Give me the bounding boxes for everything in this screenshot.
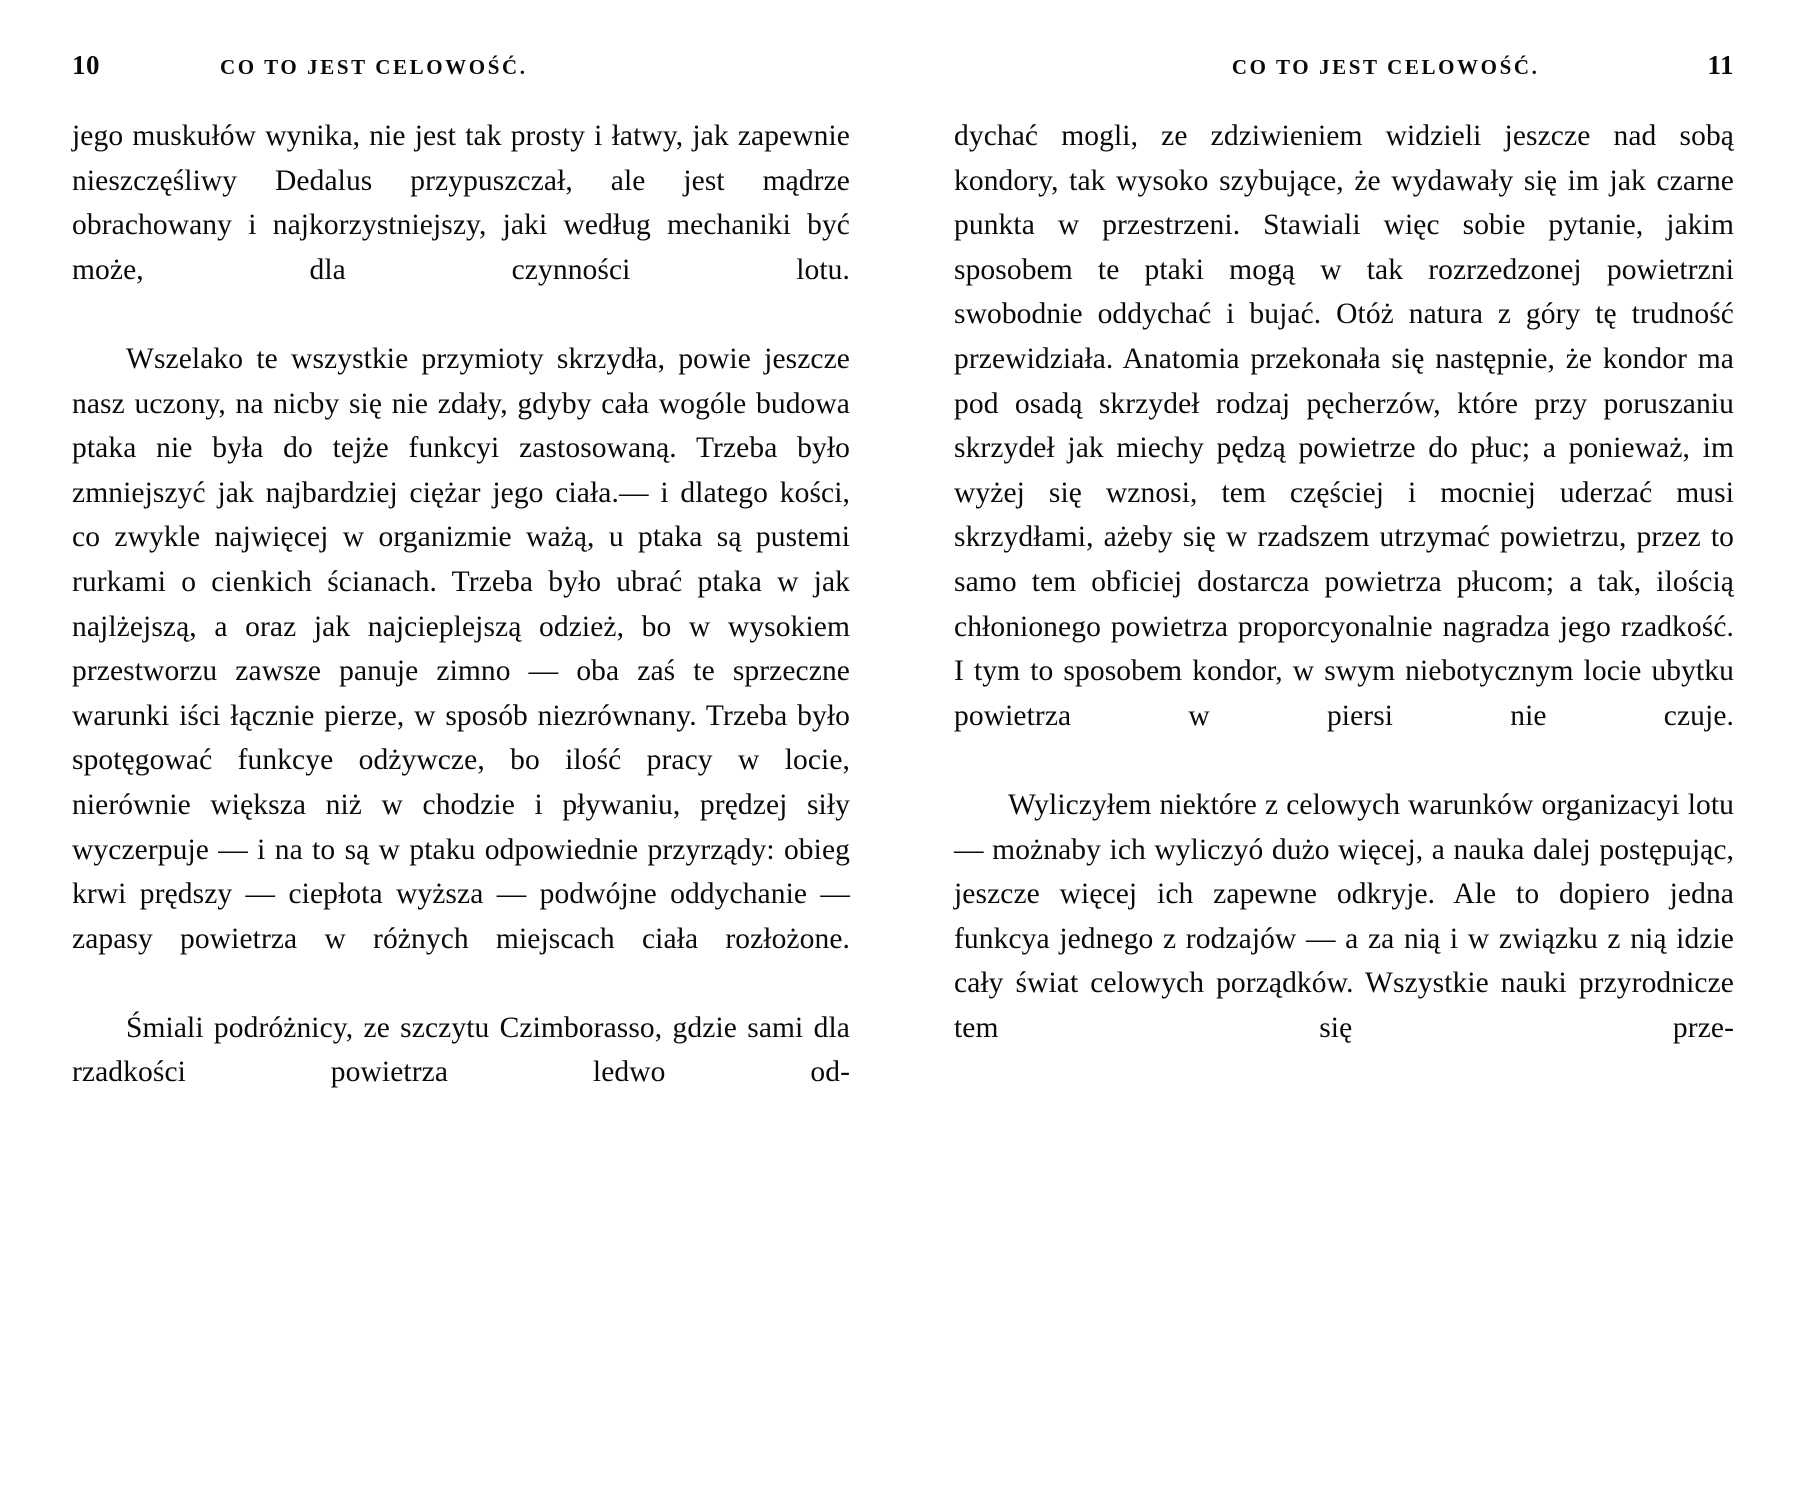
- running-head-right: [954, 50, 1734, 90]
- paragraph: dychać mogli, ze zdziwieniem widzieli jeszcze nad sobą kondory, tak wysoko szybujące, że wydawały się im jak czarne punkta w przestrzeni. Stawiali więc sobie pytanie, jakim sposobem te ptaki mogą w tak rozrzedzonej powietrzni swobodnie oddychać i bujać. Otóż natura z góry tę trudność przewidziała. Anatomia przekonała się następnie, że kondor ma pod osadą skrzydeł rodzaj pęcherzów, które przy poruszaniu skrzydeł jak miechy pędzą powietrze do płuc; a ponieważ, im wyżej się wznosi, tem częściej i mocniej uderzać musi skrzydłami, ażeby się w rzadszem utrzymać powietrzu, przez to samo tem obficiej dostarcza powietrza płucom; a tak, ilością chłonionego powietrza proporcyonalnie nagradza jego rzadkość. I tym to sposobem kondor, w swym niebotycznym locie ubytku powietrza w piersi nie czuje.: [954, 120, 1734, 732]
- paragraph: Wszelako te wszystkie przymioty skrzydła, powie jeszcze nasz uczony, na nicby się nie zdały, gdyby cała wogóle budowa ptaka nie była do tejże funkcyi zastosowaną. Trzeba było zmniejszyć jak najbardziej ciężar jego ciała.— i dlatego kości, co zwykle najwięcej w organizmie ważą, u ptaka są pustemi rurkami o cienkich ścianach. Trzeba było ubrać ptaka w jak najlżejszą, a oraz jak najcieplejszą odzież, bo w wysokiem przestworzu zawsze panuje zimno — oba zaś te sprzeczne warunki iści łącznie pierze, w sposób niezrównany. Trzeba było spotęgować funkcye odżywcze, bo ilość pracy w locie, nierównie większa niż w chodzie i pływaniu, prędzej siły wyczerpuje — i na to są w ptaku odpowiednie przyrządy: obieg krwi prędszy — ciepłota wyższa — podwójne oddychanie — zapasy powietrza w różnych miejscach ciała rozłożone.: [72, 342, 850, 955]
- page-right: [944, 50, 1734, 1500]
- paragraph: Wyliczyłem niektóre z celowych warunków organizacyi lotu — możnaby ich wyliczyó dużo więcej, a nauka dalej postępując, jeszcze więcej ich zapewne odkryje. Ale to dopiero jedna funkcya jednego z rodzajów — a za nią i w związku z nią idzie cały świat celowych porządków. Wszystkie nauki przyrodnicze tem się prze-: [954, 788, 1734, 1044]
- body-text-right: [954, 114, 1734, 1095]
- running-head-title-right: CO TO JEST CELOWOŚĆ.: [1231, 55, 1540, 79]
- running-head-title-left: CO TO JEST CELOWOŚĆ.: [220, 55, 528, 79]
- body-text-left: [72, 114, 850, 1140]
- running-head-left: [72, 50, 850, 90]
- page-left: [60, 50, 850, 1500]
- paragraph: jego muskułów wynika, nie jest tak prosty i łatwy, jak zapewnie nieszczęśliwy Dedalus przypuszczał, ale jest mądrze obrachowany i najkorzystniejszy, jaki według mechaniki być może, dla czynności lotu.: [72, 120, 850, 286]
- page-number-left: 10: [72, 50, 100, 80]
- page-number-right: 11: [1707, 50, 1734, 80]
- paragraph: Śmiali podróżnicy, ze szczytu Czimborasso, gdzie sami dla rzadkości powietrza ledwo od-: [72, 1011, 850, 1089]
